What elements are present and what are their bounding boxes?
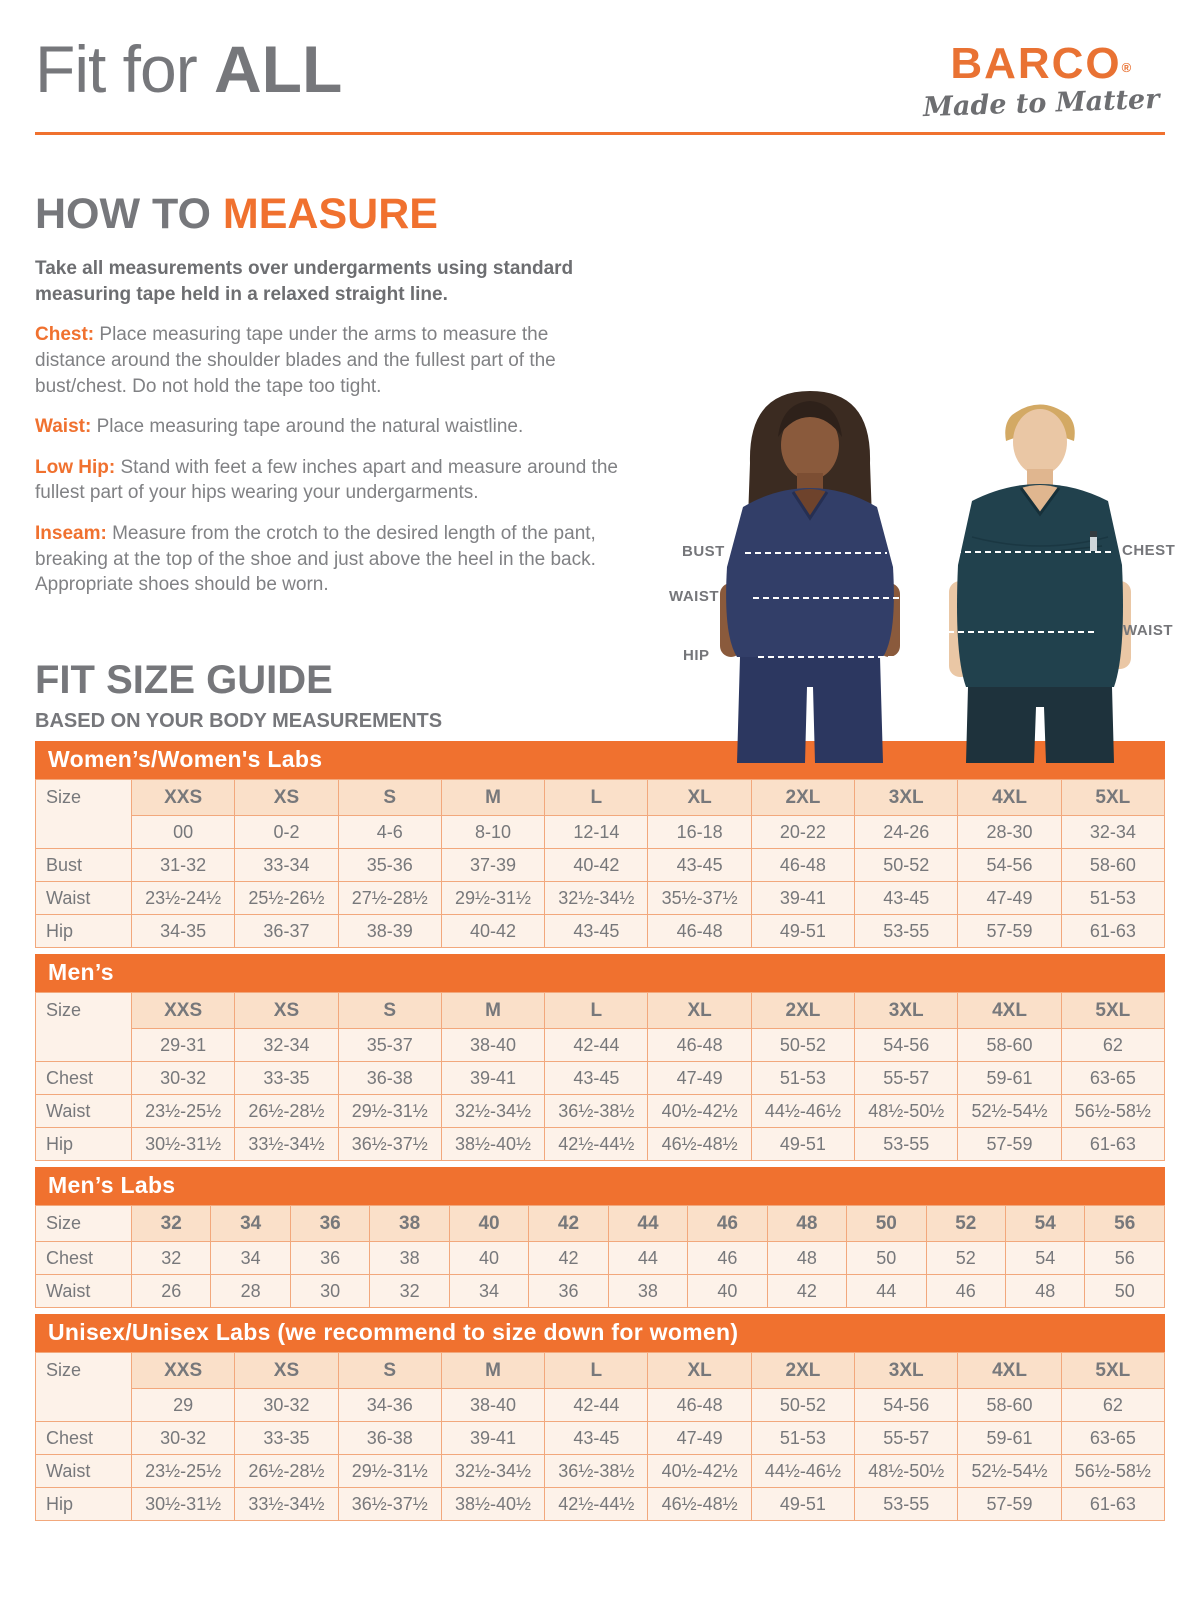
measurement-value-cell: 44½-46½ [751, 1095, 854, 1128]
measurement-value-cell: 50-52 [855, 849, 958, 882]
measurement-value-cell: 63-65 [1061, 1062, 1164, 1095]
measurement-value-cell: 46-48 [648, 915, 751, 948]
size-table-section-0 [35, 741, 1165, 948]
size-sub-cell: 20-22 [751, 816, 854, 849]
size-header-cell: XS [235, 780, 338, 816]
bust-measure-line [745, 552, 887, 554]
measurement-value-cell: 59-61 [958, 1062, 1061, 1095]
size-sub-cell: 29-31 [132, 1029, 235, 1062]
size-table [35, 1205, 1165, 1308]
measurement-value-cell: 30½-31½ [132, 1488, 235, 1521]
measurement-value-cell: 56 [1085, 1242, 1165, 1275]
size-header-cell: 56 [1085, 1206, 1165, 1242]
size-header-cell: 54 [1005, 1206, 1084, 1242]
measurement-value-cell: 52½-54½ [958, 1095, 1061, 1128]
measurement-value-cell: 26½-28½ [235, 1095, 338, 1128]
measure-term-text: Stand with feet a few inches apart and measure around the fullest part of your hips wearing your undergarments. [35, 456, 618, 504]
measurement-value-cell: 35½-37½ [648, 882, 751, 915]
measurement-value-cell: 47-49 [648, 1062, 751, 1095]
size-table-section-2 [35, 1167, 1165, 1308]
size-sub-cell: 0-2 [235, 816, 338, 849]
measurement-value-cell: 57-59 [958, 1128, 1061, 1161]
measurement-value-cell: 42 [529, 1242, 608, 1275]
measurement-value-cell: 33½-34½ [235, 1488, 338, 1521]
size-header-cell: 38 [370, 1206, 449, 1242]
measure-term-label: Waist: [35, 416, 92, 438]
size-sub-cell: 32-34 [1061, 816, 1164, 849]
size-header-cell: 5XL [1061, 993, 1164, 1029]
woman-figure [720, 391, 900, 763]
size-sub-cell: 12-14 [545, 816, 648, 849]
measurement-value-cell: 40 [688, 1275, 767, 1308]
measurement-value-cell: 55-57 [855, 1062, 958, 1095]
waist-measure-line-man [948, 631, 1098, 633]
measurement-value-cell: 36 [529, 1275, 608, 1308]
table-banner: Men’s Labs [35, 1167, 1165, 1205]
measurement-value-cell: 63-65 [1061, 1422, 1164, 1455]
measure-intro: Take all measurements over undergarments using standard measuring tape held in a relaxed straight line. [35, 258, 574, 305]
size-sub-cell: 50-52 [751, 1389, 854, 1422]
measurement-value-cell: 29½-31½ [441, 882, 544, 915]
size-header-cell: XXS [132, 993, 235, 1029]
bust-label: BUST [682, 543, 725, 560]
brand-wordmark [923, 39, 1159, 88]
measurement-value-cell: 30-32 [132, 1422, 235, 1455]
measurement-value-cell: 34-35 [132, 915, 235, 948]
size-header-cell: L [545, 780, 648, 816]
measurement-value-cell: 36-38 [338, 1062, 441, 1095]
size-header-cell: M [441, 780, 544, 816]
chest-measure-line [935, 551, 1115, 553]
size-sub-cell: 54-56 [855, 1029, 958, 1062]
size-sub-cell: 8-10 [441, 816, 544, 849]
measurement-value-cell: 43-45 [855, 882, 958, 915]
size-header-cell: M [441, 1353, 544, 1389]
size-header-cell: 3XL [855, 993, 958, 1029]
measure-term [35, 455, 620, 506]
size-header-cell: 46 [688, 1206, 767, 1242]
barco-logo [922, 36, 1165, 124]
size-sub-cell: 46-48 [648, 1389, 751, 1422]
measurement-value-cell: 56½-58½ [1061, 1095, 1164, 1128]
measurement-value-cell: 51-53 [751, 1062, 854, 1095]
size-sub-cell: 58-60 [958, 1029, 1061, 1062]
measurement-value-cell: 23½-25½ [132, 1095, 235, 1128]
size-header-cell: M [441, 993, 544, 1029]
size-table [35, 779, 1165, 948]
size-header-cell: 3XL [855, 1353, 958, 1389]
measurement-value-cell: 42½-44½ [545, 1488, 648, 1521]
table-banner: Men’s [35, 954, 1165, 992]
measurement-value-cell: 36-37 [235, 915, 338, 948]
size-sub-cell: 62 [1061, 1389, 1164, 1422]
size-header-cell: 3XL [855, 780, 958, 816]
measurement-value-cell: 50 [1085, 1275, 1165, 1308]
header [35, 0, 1165, 124]
measurement-value-cell: 29½-31½ [338, 1095, 441, 1128]
measurement-value-cell: 30 [290, 1275, 369, 1308]
measurement-value-cell: 40½-42½ [648, 1095, 751, 1128]
table-row [36, 1029, 1165, 1062]
size-sub-cell: 29 [132, 1389, 235, 1422]
measurement-value-cell: 31-32 [132, 849, 235, 882]
measurement-value-cell: 42 [767, 1275, 846, 1308]
measurement-value-cell: 38 [370, 1242, 449, 1275]
size-header-cell: XL [648, 780, 751, 816]
measurement-value-cell: 49-51 [751, 1128, 854, 1161]
measurement-row-label: Waist [36, 1095, 132, 1128]
models-photo [650, 385, 1200, 763]
measure-term-text: Measure from the crotch to the desired length of the pant, breaking at the top of the shoe and just above the heel in the back. Appropriate shoes should be worn. [35, 523, 596, 596]
heading-gray-part: HOW TO [35, 190, 223, 238]
measurement-value-cell: 29½-31½ [338, 1455, 441, 1488]
size-header-cell: 42 [529, 1206, 608, 1242]
measurement-value-cell: 58-60 [1061, 849, 1164, 882]
size-header-cell: 34 [211, 1206, 290, 1242]
chest-label: CHEST [1122, 542, 1176, 559]
measurement-row-label: Chest [36, 1422, 132, 1455]
measurement-value-cell: 57-59 [958, 1488, 1061, 1521]
table-banner: Women’s/Women's Labs [35, 741, 1165, 779]
table-banner: Unisex/Unisex Labs (we recommend to size down for women) [35, 1314, 1165, 1352]
size-header-cell: 48 [767, 1206, 846, 1242]
measurement-value-cell: 43-45 [545, 1062, 648, 1095]
measurement-value-cell: 30½-31½ [132, 1128, 235, 1161]
measure-terms [35, 322, 620, 598]
measurement-value-cell: 51-53 [751, 1422, 854, 1455]
fit-size-guide-subheading: BASED ON YOUR BODY MEASUREMENTS [35, 710, 443, 733]
measurement-value-cell: 40-42 [441, 915, 544, 948]
measurement-value-cell: 46½-48½ [648, 1128, 751, 1161]
measurement-value-cell: 38½-40½ [441, 1488, 544, 1521]
measurement-value-cell: 28 [211, 1275, 290, 1308]
registered-mark: ® [1121, 60, 1132, 75]
table-row [36, 1488, 1165, 1521]
size-header-cell: 5XL [1061, 1353, 1164, 1389]
measurement-value-cell: 30-32 [132, 1062, 235, 1095]
heading-orange-part: MEASURE [222, 190, 438, 238]
size-row-label: Size [36, 993, 132, 1062]
page-title-bold: ALL [214, 32, 343, 106]
fit-size-guide-heading: FIT SIZE GUIDE [35, 658, 333, 703]
size-header-cell: 4XL [958, 1353, 1061, 1389]
measurement-value-cell: 27½-28½ [338, 882, 441, 915]
size-header-cell: 4XL [958, 780, 1061, 816]
size-table [35, 1352, 1165, 1521]
size-header-cell: L [545, 1353, 648, 1389]
measurement-value-cell: 36 [290, 1242, 369, 1275]
measurement-row-label: Chest [36, 1242, 132, 1275]
size-header-cell: 40 [449, 1206, 528, 1242]
measurement-value-cell: 36½-38½ [545, 1455, 648, 1488]
measurement-value-cell: 33-35 [235, 1062, 338, 1095]
measurement-value-cell: 44 [847, 1275, 926, 1308]
size-sub-cell: 28-30 [958, 816, 1061, 849]
table-row [36, 1422, 1165, 1455]
measurement-value-cell: 44 [608, 1242, 687, 1275]
table-row [36, 816, 1165, 849]
size-header-cell: XS [235, 1353, 338, 1389]
size-header-cell: XXS [132, 780, 235, 816]
size-header-cell: XL [648, 993, 751, 1029]
waist-label-man: WAIST [1123, 622, 1173, 639]
measurement-value-cell: 48½-50½ [855, 1095, 958, 1128]
measurement-value-cell: 55-57 [855, 1422, 958, 1455]
measurement-row-label: Hip [36, 1128, 132, 1161]
measurement-value-cell: 47-49 [958, 882, 1061, 915]
measurement-row-label: Waist [36, 882, 132, 915]
measurement-value-cell: 56½-58½ [1061, 1455, 1164, 1488]
table-row [36, 1389, 1165, 1422]
measurement-value-cell: 49-51 [751, 1488, 854, 1521]
size-header-cell: 4XL [958, 993, 1061, 1029]
table-row [36, 882, 1165, 915]
size-sub-cell: 24-26 [855, 816, 958, 849]
measurement-value-cell: 36½-37½ [338, 1128, 441, 1161]
models-illustration [650, 385, 1200, 763]
measurement-value-cell: 48½-50½ [855, 1455, 958, 1488]
size-row-label: Size [36, 1206, 132, 1242]
hip-measure-line [758, 656, 922, 658]
measurement-value-cell: 53-55 [855, 1488, 958, 1521]
table-row [36, 1275, 1165, 1308]
measure-term [35, 414, 620, 440]
size-header-cell: L [545, 993, 648, 1029]
size-sub-cell: 54-56 [855, 1389, 958, 1422]
table-row [36, 1455, 1165, 1488]
size-table-section-3 [35, 1314, 1165, 1521]
brand-text: BARCO [950, 39, 1122, 88]
measurement-row-label: Waist [36, 1275, 132, 1308]
size-sub-cell: 38-40 [441, 1389, 544, 1422]
page-title-regular: Fit for [35, 32, 215, 106]
measurement-value-cell: 26½-28½ [235, 1455, 338, 1488]
size-sub-cell: 4-6 [338, 816, 441, 849]
size-sub-cell: 50-52 [751, 1029, 854, 1062]
measurement-value-cell: 23½-25½ [132, 1455, 235, 1488]
waist-measure-line-woman [753, 597, 905, 599]
measurement-value-cell: 52½-54½ [958, 1455, 1061, 1488]
measurement-value-cell: 43-45 [545, 1422, 648, 1455]
size-sub-cell: 46-48 [648, 1029, 751, 1062]
measurement-value-cell: 40½-42½ [648, 1455, 751, 1488]
measurement-value-cell: 47-49 [648, 1422, 751, 1455]
size-header-cell: S [338, 993, 441, 1029]
measurement-value-cell: 61-63 [1061, 915, 1164, 948]
measurement-value-cell: 33-34 [235, 849, 338, 882]
size-header-cell: 5XL [1061, 780, 1164, 816]
measure-term-label: Inseam: [35, 523, 107, 545]
measurement-value-cell: 50 [847, 1242, 926, 1275]
measurement-value-cell: 36½-38½ [545, 1095, 648, 1128]
measurement-value-cell: 53-55 [855, 1128, 958, 1161]
size-sub-cell: 62 [1061, 1029, 1164, 1062]
measurement-value-cell: 23½-24½ [132, 882, 235, 915]
size-header-cell: 2XL [751, 993, 854, 1029]
measurement-value-cell: 46-48 [751, 849, 854, 882]
size-header-cell: XXS [132, 1353, 235, 1389]
table-row [36, 1095, 1165, 1128]
header-divider [35, 132, 1165, 135]
man-figure [949, 405, 1131, 764]
table-row [36, 1206, 1165, 1242]
size-header-cell: S [338, 780, 441, 816]
table-row [36, 1242, 1165, 1275]
measurement-value-cell: 25½-26½ [235, 882, 338, 915]
table-row [36, 1128, 1165, 1161]
measurement-value-cell: 39-41 [751, 882, 854, 915]
measurement-value-cell: 38½-40½ [441, 1128, 544, 1161]
measurement-row-label: Hip [36, 1488, 132, 1521]
measurement-value-cell: 42½-44½ [545, 1128, 648, 1161]
measure-term-text: Place measuring tape under the arms to measure the distance around the shoulder blades and the fullest part of the bust/chest. Do not hold the tape too tight. [35, 324, 556, 397]
measure-term-text: Place measuring tape around the natural waistline. [91, 416, 524, 438]
measurement-value-cell: 43-45 [545, 915, 648, 948]
how-to-measure-heading [35, 190, 620, 238]
measurement-value-cell: 43-45 [648, 849, 751, 882]
size-sub-cell: 42-44 [545, 1389, 648, 1422]
size-table-section-1 [35, 954, 1165, 1161]
table-row [36, 780, 1165, 816]
measurement-value-cell: 51-53 [1061, 882, 1164, 915]
size-sub-cell: 58-60 [958, 1389, 1061, 1422]
measure-term [35, 322, 620, 399]
measurement-value-cell: 40-42 [545, 849, 648, 882]
size-header-cell: 52 [926, 1206, 1005, 1242]
size-sub-cell: 42-44 [545, 1029, 648, 1062]
measurement-value-cell: 32½-34½ [441, 1095, 544, 1128]
measure-term-label: Low Hip: [35, 456, 116, 478]
size-row-label: Size [36, 1353, 132, 1422]
measurement-value-cell: 32½-34½ [545, 882, 648, 915]
waist-label-woman: WAIST [669, 588, 719, 605]
measurement-value-cell: 32 [370, 1275, 449, 1308]
measurement-value-cell: 39-41 [441, 1422, 544, 1455]
measurement-value-cell: 38-39 [338, 915, 441, 948]
table-row [36, 1353, 1165, 1389]
measurement-value-cell: 57-59 [958, 915, 1061, 948]
measurement-row-label: Waist [36, 1455, 132, 1488]
measurement-value-cell: 46 [926, 1275, 1005, 1308]
measure-term [35, 521, 620, 598]
hip-label: HIP [683, 647, 710, 664]
size-header-cell: XL [648, 1353, 751, 1389]
measurement-value-cell: 33½-34½ [235, 1128, 338, 1161]
size-header-cell: XS [235, 993, 338, 1029]
size-header-cell: 36 [290, 1206, 369, 1242]
measure-term-label: Chest: [35, 324, 95, 346]
size-header-cell: 2XL [751, 780, 854, 816]
size-header-cell: 50 [847, 1206, 926, 1242]
measurement-value-cell: 26 [132, 1275, 211, 1308]
size-sub-cell: 00 [132, 816, 235, 849]
measurement-value-cell: 32½-34½ [441, 1455, 544, 1488]
measurement-value-cell: 52 [926, 1242, 1005, 1275]
measurement-value-cell: 38 [608, 1275, 687, 1308]
measurement-value-cell: 59-61 [958, 1422, 1061, 1455]
measurement-value-cell: 35-36 [338, 849, 441, 882]
size-sub-cell: 35-37 [338, 1029, 441, 1062]
measurement-value-cell: 34 [449, 1275, 528, 1308]
measurement-value-cell: 32 [132, 1242, 211, 1275]
table-row [36, 849, 1165, 882]
size-sub-cell: 38-40 [441, 1029, 544, 1062]
size-row-label: Size [36, 780, 132, 849]
size-sub-cell: 32-34 [235, 1029, 338, 1062]
size-header-cell: 32 [132, 1206, 211, 1242]
measurement-value-cell: 61-63 [1061, 1488, 1164, 1521]
measurement-value-cell: 53-55 [855, 915, 958, 948]
size-header-cell: S [338, 1353, 441, 1389]
measurement-value-cell: 48 [767, 1242, 846, 1275]
size-header-cell: 2XL [751, 1353, 854, 1389]
measurement-value-cell: 46½-48½ [648, 1488, 751, 1521]
measurement-value-cell: 33-35 [235, 1422, 338, 1455]
table-row [36, 1062, 1165, 1095]
measurement-value-cell: 48 [1005, 1275, 1084, 1308]
size-sub-cell: 34-36 [338, 1389, 441, 1422]
size-sub-cell: 16-18 [648, 816, 751, 849]
table-row [36, 915, 1165, 948]
size-header-cell: 44 [608, 1206, 687, 1242]
measurement-row-label: Hip [36, 915, 132, 948]
measurement-value-cell: 61-63 [1061, 1128, 1164, 1161]
measurement-row-label: Bust [36, 849, 132, 882]
measurement-value-cell: 46 [688, 1242, 767, 1275]
measurement-row-label: Chest [36, 1062, 132, 1095]
measurement-value-cell: 36½-37½ [338, 1488, 441, 1521]
size-sub-cell: 30-32 [235, 1389, 338, 1422]
measurement-value-cell: 44½-46½ [751, 1455, 854, 1488]
table-row [36, 993, 1165, 1029]
page-title [35, 32, 343, 106]
size-tables [35, 741, 1165, 1521]
measurement-value-cell: 39-41 [441, 1062, 544, 1095]
brand-tagline: Made to Matter [922, 83, 1160, 124]
how-to-measure-section [35, 190, 620, 598]
measurement-value-cell: 36-38 [338, 1422, 441, 1455]
measurement-value-cell: 40 [449, 1242, 528, 1275]
measurement-value-cell: 49-51 [751, 915, 854, 948]
size-table [35, 992, 1165, 1161]
measurement-value-cell: 37-39 [441, 849, 544, 882]
fit-size-guide-section [35, 660, 1165, 1521]
measurement-value-cell: 54 [1005, 1242, 1084, 1275]
measurement-value-cell: 34 [211, 1242, 290, 1275]
measurement-value-cell: 54-56 [958, 849, 1061, 882]
